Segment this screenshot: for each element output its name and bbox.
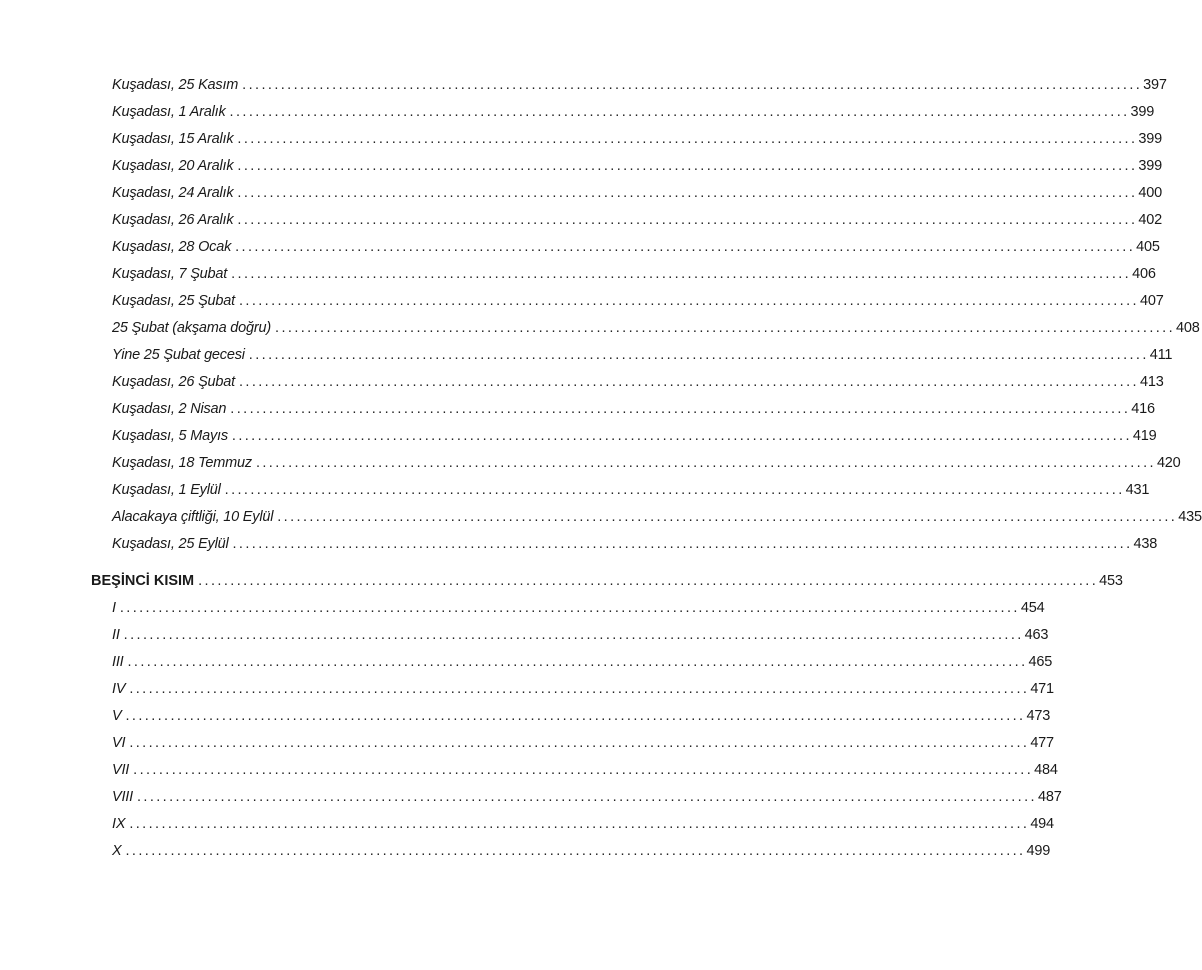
toc-entry xyxy=(112,155,1162,177)
toc-entry-title: Kuşadası, 5 Mayıs xyxy=(112,428,228,444)
toc-entry xyxy=(112,506,1202,528)
toc-entry-title: Alacakaya çiftliği, 10 Eylül xyxy=(112,509,274,525)
section-title: BEŞİNCİ KISIM xyxy=(91,573,195,589)
toc-entry-page: 416 xyxy=(1131,401,1155,417)
toc-entry-page: 411 xyxy=(1149,347,1173,363)
dot-leader: ............................................................................................................................................ xyxy=(242,77,1143,93)
toc-chapter xyxy=(112,813,1054,835)
toc-entry-page: 399 xyxy=(1138,131,1162,147)
toc-chapter xyxy=(112,651,1053,673)
chapter-page: 484 xyxy=(1034,762,1058,778)
dot-leader: ............................................................................................................................................ xyxy=(133,762,1034,778)
section-page: 453 xyxy=(1099,573,1123,589)
toc-chapter xyxy=(112,840,1051,862)
toc-entry-page: 435 xyxy=(1178,509,1202,525)
toc-entry xyxy=(112,182,1162,204)
chapter-title: VII xyxy=(112,762,130,778)
toc-entry-title: Kuşadası, 25 Kasım xyxy=(112,77,239,93)
toc-entry-title: Kuşadası, 24 Aralık xyxy=(112,185,234,201)
toc-entry-page: 438 xyxy=(1133,536,1158,552)
dot-leader: ............................................................................................................................................ xyxy=(232,536,1133,552)
toc-entry xyxy=(112,128,1162,150)
toc-entry xyxy=(112,290,1164,312)
chapter-title: VIII xyxy=(112,789,133,805)
toc-entry xyxy=(112,344,1173,366)
toc-entry-title: Kuşadası, 25 Şubat xyxy=(112,293,235,309)
chapter-page: 473 xyxy=(1026,708,1051,724)
dot-leader: ............................................................................................................................................ xyxy=(248,347,1149,363)
dot-leader: ............................................................................................................................................ xyxy=(231,428,1132,444)
toc-entry-title: 25 Şubat (akşama doğru) xyxy=(112,320,272,336)
toc-entry xyxy=(112,263,1156,285)
chapter-title: I xyxy=(112,600,116,616)
toc-chapter xyxy=(112,759,1058,781)
toc-entry-title: Kuşadası, 2 Nisan xyxy=(112,401,227,417)
toc-entry-title: Kuşadası, 18 Temmuz xyxy=(112,455,252,471)
toc-entry-page: 399 xyxy=(1138,158,1162,174)
toc-entry-title: Yine 25 Şubat gecesi xyxy=(112,347,245,363)
dot-leader: ............................................................................................................................................ xyxy=(198,573,1099,589)
chapter-title: II xyxy=(112,627,120,643)
toc-chapter xyxy=(112,597,1045,619)
dot-leader: ............................................................................................................................................ xyxy=(125,708,1026,724)
dot-leader: ............................................................................................................................................ xyxy=(235,239,1136,255)
toc-entry-page: 406 xyxy=(1132,266,1156,282)
chapter-page: 499 xyxy=(1026,843,1051,859)
dot-leader: ............................................................................................................................................ xyxy=(237,131,1138,147)
toc-entry xyxy=(112,425,1157,447)
dot-leader: ............................................................................................................................................ xyxy=(277,509,1178,525)
dot-leader: ............................................................................................................................................ xyxy=(119,600,1020,616)
chapter-title: IV xyxy=(112,681,126,697)
toc-entry xyxy=(112,398,1155,420)
dot-leader: ............................................................................................................................................ xyxy=(123,627,1024,643)
toc-entry xyxy=(112,479,1150,501)
toc-entry-title: Kuşadası, 28 Ocak xyxy=(112,239,232,255)
toc-entry-page: 419 xyxy=(1132,428,1157,444)
toc-entry xyxy=(112,101,1155,123)
toc-entry xyxy=(112,74,1167,96)
dot-leader: ............................................................................................................................................ xyxy=(230,401,1131,417)
dot-leader: ............................................................................................................................................ xyxy=(136,789,1037,805)
toc-entry-page: 400 xyxy=(1138,185,1162,201)
dot-leader: ............................................................................................................................................ xyxy=(231,266,1132,282)
toc-entry-title: Kuşadası, 20 Aralık xyxy=(112,158,234,174)
toc-chapter xyxy=(112,624,1049,646)
chapter-page: 454 xyxy=(1020,600,1045,616)
toc-entry-page: 399 xyxy=(1130,104,1155,120)
toc-section-heading xyxy=(91,570,1123,592)
chapter-page: 471 xyxy=(1030,681,1054,697)
toc-entry-page: 413 xyxy=(1139,374,1164,390)
toc-chapter xyxy=(112,678,1054,700)
chapter-page: 487 xyxy=(1037,789,1062,805)
toc-entry xyxy=(112,533,1158,555)
dot-leader: ............................................................................................................................................ xyxy=(229,104,1130,120)
toc-entry xyxy=(112,371,1164,393)
toc-entry-title: Kuşadası, 1 Eylül xyxy=(112,482,221,498)
toc-entry-title: Kuşadası, 15 Aralık xyxy=(112,131,234,147)
dot-leader: ............................................................................................................................................ xyxy=(255,455,1156,471)
chapter-title: X xyxy=(112,843,122,859)
toc-entry xyxy=(112,452,1181,474)
toc-entry xyxy=(112,209,1162,231)
toc-entry-title: Kuşadası, 7 Şubat xyxy=(112,266,228,282)
dot-leader: ............................................................................................................................................ xyxy=(275,320,1176,336)
toc-entry-page: 431 xyxy=(1125,482,1150,498)
toc-entry xyxy=(112,236,1160,258)
dot-leader: ............................................................................................................................................ xyxy=(237,212,1138,228)
dot-leader: ............................................................................................................................................ xyxy=(238,293,1139,309)
dot-leader: ............................................................................................................................................ xyxy=(129,681,1030,697)
chapter-title: IX xyxy=(112,816,126,832)
toc-entry-page: 407 xyxy=(1139,293,1164,309)
dot-leader: ............................................................................................................................................ xyxy=(238,374,1139,390)
toc-entry-title: Kuşadası, 26 Şubat xyxy=(112,374,235,390)
dot-leader: ............................................................................................................................................ xyxy=(237,185,1138,201)
toc-entry xyxy=(112,317,1200,339)
chapter-page: 477 xyxy=(1030,735,1054,751)
toc-entry-page: 402 xyxy=(1138,212,1162,228)
toc-chapter xyxy=(112,786,1062,808)
toc-chapter xyxy=(112,705,1051,727)
dot-leader: ............................................................................................................................................ xyxy=(129,735,1030,751)
dot-leader: ............................................................................................................................................ xyxy=(129,816,1030,832)
toc-chapter xyxy=(112,732,1054,754)
chapter-title: III xyxy=(112,654,124,670)
chapter-page: 465 xyxy=(1028,654,1053,670)
toc-entry-page: 397 xyxy=(1143,77,1167,93)
dot-leader: ............................................................................................................................................ xyxy=(237,158,1138,174)
chapter-page: 463 xyxy=(1024,627,1049,643)
dot-leader: ............................................................................................................................................ xyxy=(127,654,1028,670)
toc-entry-page: 405 xyxy=(1136,239,1160,255)
dot-leader: ............................................................................................................................................ xyxy=(224,482,1125,498)
chapter-page: 494 xyxy=(1030,816,1054,832)
toc-entry-title: Kuşadası, 26 Aralık xyxy=(112,212,234,228)
chapter-title: VI xyxy=(112,735,126,751)
chapter-title: V xyxy=(112,708,122,724)
toc-entry-page: 420 xyxy=(1156,455,1181,471)
toc-entry-page: 408 xyxy=(1176,320,1200,336)
toc-entry-title: Kuşadası, 1 Aralık xyxy=(112,104,226,120)
dot-leader: ............................................................................................................................................ xyxy=(125,843,1026,859)
toc-entry-title: Kuşadası, 25 Eylül xyxy=(112,536,229,552)
